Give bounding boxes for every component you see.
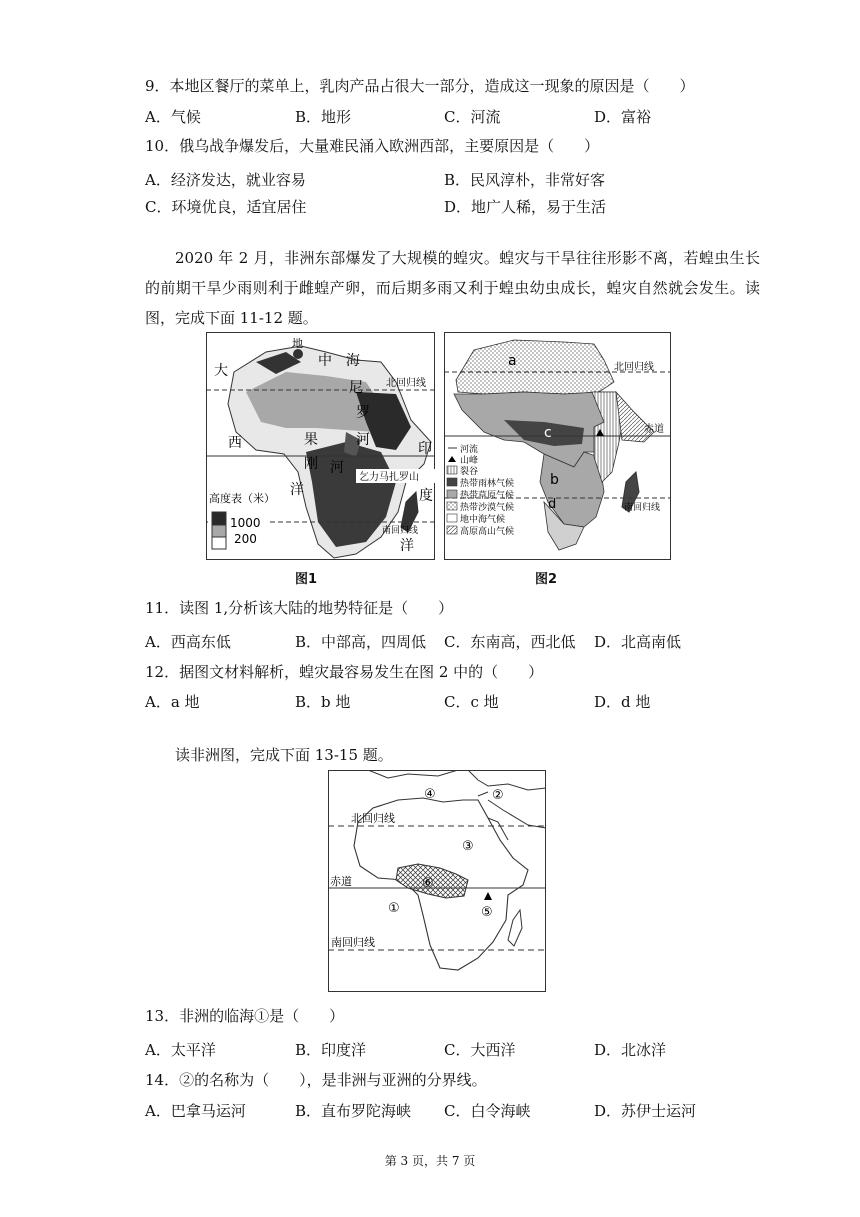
q11-option-d: D．北高南低: [594, 633, 682, 651]
fig2-legend-desert: 热带沙漠气候: [460, 503, 515, 513]
fig2-label-a: a: [508, 353, 517, 369]
q11-option-b: B．中部高，四周低: [295, 633, 427, 651]
q10-option-a: A．经济发达，就业容易: [145, 171, 306, 189]
q14-option-d: D．苏伊士运河: [594, 1102, 697, 1120]
q11-option-a: A．西高东低: [145, 633, 231, 651]
fig3-label-south-tropic: 南回归线: [331, 936, 375, 949]
fig3-label-north-tropic: 北回归线: [351, 812, 395, 825]
fig1-label-yang: 洋: [290, 482, 304, 498]
fig3-label-1: ①: [388, 901, 400, 916]
q9-option-d: D．富裕: [594, 108, 652, 126]
fig2-legend-savanna: 热带草原气候: [460, 491, 515, 501]
fig1-legend-title: 高度表（米）: [209, 492, 275, 505]
fig2-label-b: b: [550, 472, 559, 488]
fig2-legend-rift: 裂谷: [460, 467, 479, 477]
fig1-legend-1000: 1000: [230, 516, 261, 530]
fig3-label-5: ⑤: [481, 905, 493, 920]
fig1-label-gang: 刚: [304, 456, 318, 472]
q12-option-b: B．b 地: [295, 693, 351, 711]
fig2-legend-river: 河流: [460, 445, 479, 455]
fig1-label-yin: 印: [418, 441, 432, 457]
fig3-label-3: ③: [462, 839, 474, 854]
fig1-label-da: 大: [214, 363, 228, 379]
fig2-legend-highland: 高原高山气候: [460, 527, 515, 537]
fig3-label-4: ④: [424, 787, 436, 802]
fig3-label-2: ②: [492, 788, 504, 803]
fig2-label-d: d: [548, 497, 557, 512]
q12-stem: 12．据图文材料解析，蝗灾最容易发生在图 2 中的（ ）: [145, 663, 544, 681]
fig1-label-hai: 海: [346, 353, 360, 369]
page-footer: 第 3 页，共 7 页: [384, 1154, 476, 1168]
fig2-legend-peak: 山峰: [460, 456, 479, 466]
fig1-label-xi: 西: [228, 435, 242, 451]
q9-stem: 9．本地区餐厅的菜单上，乳肉产品占很大一部分，造成这一现象的原因是（ ）: [145, 77, 695, 95]
q14-option-a: A．巴拿马运河: [145, 1102, 246, 1120]
q10-option-b: B．民风淳朴，非常好客: [444, 171, 606, 189]
q12-option-d: D．d 地: [594, 693, 651, 711]
q13-option-d: D．北冰洋: [594, 1041, 667, 1059]
fig1-label-zhong: 中: [318, 353, 332, 369]
figure-1-relief-map: [206, 332, 435, 560]
figure-2-caption: 图2: [535, 572, 558, 587]
q10-option-c: C．环境优良，适宜居住: [145, 198, 307, 216]
fig1-label-kilimanjaro: 乞力马扎罗山: [359, 472, 419, 483]
figure-1-caption: 图1: [295, 572, 318, 587]
q13-stem: 13．非洲的临海①是（ ）: [145, 1007, 345, 1025]
figure-3-africa-map: [328, 770, 546, 992]
fig1-label-du: 度: [419, 488, 433, 504]
fig2-legend-mediterranean: 地中海气候: [460, 515, 506, 525]
q11-option-c: C．东南高，西北低: [444, 633, 576, 651]
fig1-label-luo: 罗: [356, 405, 370, 421]
fig1-label-south-tropic: 南回归线: [382, 526, 419, 536]
q9-option-a: A．气候: [145, 108, 201, 126]
fig2-label-equator: 赤道: [644, 424, 664, 435]
fig1-label-di: 地: [292, 337, 303, 350]
fig1-label-guo: 果: [304, 432, 318, 448]
q14-option-c: C．白令海峡: [444, 1102, 531, 1120]
intro-paragraph-locust: 2020 年 2 月，非洲东部爆发了大规模的蝗灾。蝗灾与干旱往往形影不离，若蝗虫生长的前期干旱少雨则利于雌蝗产卵，而后期多雨又利于蝗虫幼虫成长，蝗灾自然就会发生。读图，完成下面 11-12 题。: [145, 249, 760, 327]
q13-option-b: B．印度洋: [295, 1041, 367, 1059]
fig1-label-he2: 河: [330, 460, 344, 476]
fig3-label-equator: 赤道: [330, 875, 352, 888]
fig2-legend-rainforest: 热带雨林气候: [460, 479, 515, 489]
fig1-label-he: 河: [356, 432, 370, 448]
q9-option-b: B．地形: [295, 108, 352, 126]
q14-option-b: B．直布罗陀海峡: [295, 1102, 412, 1120]
q12-option-a: A．a 地: [145, 693, 200, 711]
fig2-label-c: c: [544, 425, 552, 441]
q10-option-d: D．地广人稀，易于生活: [444, 198, 607, 216]
q9-option-c: C．河流: [444, 108, 501, 126]
fig3-label-6: ⑥: [422, 876, 434, 891]
fig2-label-north-tropic: 北回归线: [614, 362, 654, 373]
q11-stem: 11．读图 1,分析该大陆的地势特征是（ ）: [145, 599, 454, 617]
fig2-label-south-tropic: 南回归线: [624, 503, 661, 513]
intro-paragraph-africa-map: 读非洲图，完成下面 13-15 题。: [175, 746, 393, 764]
fig1-legend-200: 200: [234, 532, 257, 546]
q10-stem: 10．俄乌战争爆发后，大量难民涌入欧洲西部，主要原因是（ ）: [145, 137, 600, 155]
fig1-label-yang2: 洋: [400, 538, 414, 554]
q13-option-a: A．太平洋: [145, 1041, 216, 1059]
figure-2-climate-map: [444, 332, 671, 560]
q12-option-c: C．c 地: [444, 693, 499, 711]
fig1-label-ni: 尼: [349, 380, 363, 396]
q13-option-c: C．大西洋: [444, 1041, 516, 1059]
q14-stem: 14．②的名称为（ ），是非洲与亚洲的分界线。: [145, 1071, 487, 1089]
fig1-label-north-tropic: 北回归线: [386, 378, 426, 389]
